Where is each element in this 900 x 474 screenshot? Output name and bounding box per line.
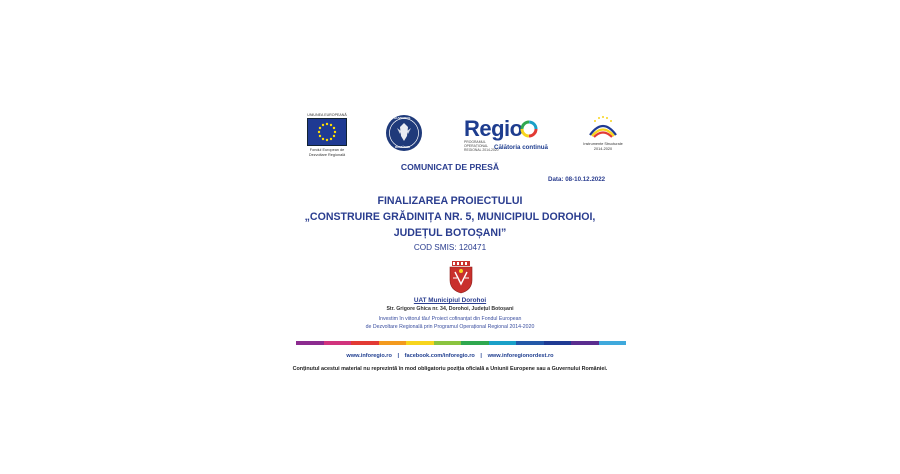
link-inforegio[interactable]: www.inforegio.ro xyxy=(346,353,392,359)
beneficiary-address: Str. Grigore Ghica nr. 34, Dorohoi, Județul Botoșani xyxy=(386,306,514,312)
color-stripe-divider xyxy=(296,341,626,345)
regio-subtitle: Călătoria continuă xyxy=(494,144,548,151)
link-separator: | xyxy=(397,353,400,359)
instrumente-stars-icon xyxy=(580,113,626,143)
link-facebook[interactable]: facebook.com/inforegio.ro xyxy=(404,353,475,359)
link-separator: | xyxy=(480,353,482,359)
footer-links xyxy=(0,353,900,359)
eu-stars-icon xyxy=(308,119,346,145)
stripe-segment xyxy=(324,341,352,345)
eu-caption-line1: Fondul European de xyxy=(309,148,345,152)
regio-wordmark: Regio xyxy=(464,116,523,141)
document-type-heading: COMUNICAT DE PRESĂ xyxy=(400,162,500,172)
coat-of-arms-icon xyxy=(447,260,475,294)
dorohoi-crest-icon xyxy=(447,260,475,294)
instrumente-structurale-logo xyxy=(580,113,626,159)
date-label: Data: 08-10.12.2022 xyxy=(548,176,606,183)
stripe-segment xyxy=(516,341,544,345)
stripe-segment xyxy=(351,341,379,345)
eu-top-caption: UNIUNEA EUROPEANĂ xyxy=(307,113,347,117)
stripe-segment xyxy=(461,341,489,345)
eu-logo xyxy=(303,113,351,157)
regio-logo xyxy=(462,116,548,156)
funding-statement-line1: Investim în viitorul tău! Proiect cofinanțat din Fondul European xyxy=(378,316,522,322)
stripe-segment xyxy=(599,341,627,345)
stripe-segment xyxy=(434,341,462,345)
instrumente-caption-line1: Instrumente Structurale xyxy=(583,142,623,146)
smis-code: COD SMIS: 120471 xyxy=(413,243,487,252)
stripe-segment xyxy=(379,341,407,345)
title-line-2: „CONSTRUIRE GRĂDINIȚA NR. 5, MUNICIPIUL DOROHOI, xyxy=(304,211,596,223)
government-romania-logo xyxy=(385,114,423,152)
stripe-segment xyxy=(544,341,572,345)
stripe-segment xyxy=(489,341,517,345)
disclaimer-text: Conținutul acestui material nu reprezintă în mod obligatoriu poziția oficială a Uniunii Europene sau a Guvernului României. xyxy=(292,366,608,372)
regio-ring-icon xyxy=(520,120,538,138)
title-line-3: JUDEȚUL BOTOȘANI” xyxy=(393,227,507,239)
instrumente-caption-line2: 2014-2020 xyxy=(593,146,613,151)
gov-text-bottom: ROMÂNIEI xyxy=(395,145,410,149)
regio-program-text: PROGRAMUL OPERAȚIONAL REGIONAL 2014-2020 xyxy=(464,140,499,152)
stripe-segment xyxy=(296,341,324,345)
link-inforegionordest[interactable]: www.inforegionordest.ro xyxy=(487,353,554,359)
instrumente-caption xyxy=(574,142,632,151)
eu-caption xyxy=(303,148,351,157)
eu-flag-icon xyxy=(307,118,347,146)
eu-caption-line2: Dezvoltare Regională xyxy=(308,152,346,157)
funding-statement-line2: de Dezvoltare Regională prin Programul Operațional Regional 2014-2020 xyxy=(365,324,535,330)
gov-text-top: GUVERNUL xyxy=(394,116,411,120)
beneficiary-name: UAT Municipiul Dorohoi xyxy=(413,297,487,304)
stripe-segment xyxy=(571,341,599,345)
stripe-segment xyxy=(406,341,434,345)
title-line-1: FINALIZAREA PROIECTULUI xyxy=(377,195,523,207)
